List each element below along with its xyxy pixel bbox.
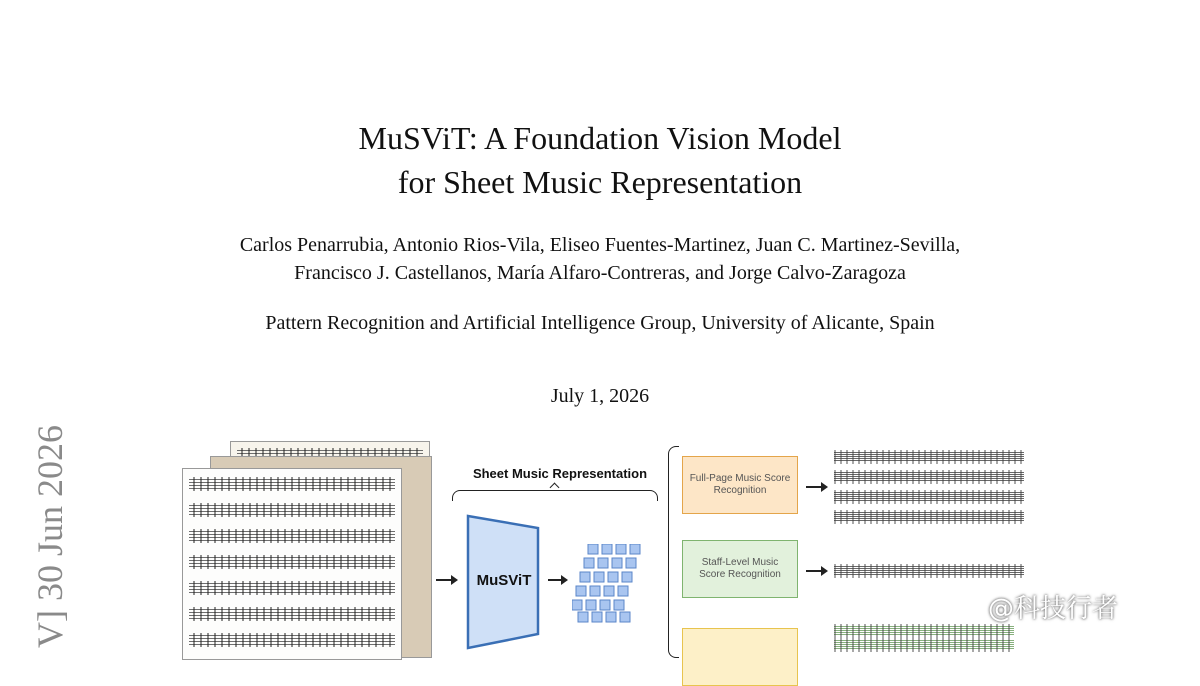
publication-date: July 1, 2026: [550, 385, 650, 407]
task-third-partial: [682, 628, 798, 686]
author-list: [0, 231, 1200, 287]
paper-title-line-2: for Sheet Music Representation: [397, 164, 803, 200]
output-colored-staff-line: [834, 626, 1014, 636]
paper-title-line-1: MuSViT: A Foundation Vision Model: [358, 120, 842, 156]
encoder-section-label: Sheet Music Representation: [472, 466, 648, 481]
arrow-to-encoder: [436, 579, 456, 581]
output-staff-line: [834, 492, 1024, 502]
overview-figure: [170, 436, 1050, 648]
watermark: @科技行者: [988, 594, 1119, 624]
author-line-1: Carlos Penarrubia, Antonio Rios-Vila, Eliseo Fuentes-Martinez, Juan C. Martinez-Sevilla,: [239, 234, 961, 256]
horizontal-brace: [452, 490, 658, 501]
arrow-to-full-page-output: [806, 486, 826, 488]
feature-cube-icon: [572, 544, 648, 624]
arrow-to-staff-output: [806, 570, 826, 572]
output-staff-line: [834, 512, 1024, 522]
task-staff-level-recognition: Staff-Level Music Score Recognition: [682, 540, 798, 598]
arxiv-side-identifier: V] 30 Jun 2026: [30, 425, 70, 648]
output-staff-line: [834, 566, 1024, 576]
task-full-page-recognition: Full-Page Music Score Recognition: [682, 456, 798, 514]
musvit-encoder-block: [466, 514, 542, 650]
output-staff-line: [834, 472, 1024, 482]
author-line-2: Francisco J. Castellanos, María Alfaro-Contreras, and Jorge Calvo-Zaragoza: [294, 262, 906, 284]
sheet-music-page-front: [182, 468, 402, 660]
output-staff-line: [834, 452, 1024, 462]
output-colored-staff-line: [834, 640, 1014, 650]
arrow-to-features: [548, 579, 566, 581]
encoder-label: MuSViT: [476, 572, 532, 589]
vertical-brace: [668, 446, 679, 658]
affiliation: Pattern Recognition and Artificial Intelligence Group, University of Alicante, Spain: [265, 312, 935, 334]
